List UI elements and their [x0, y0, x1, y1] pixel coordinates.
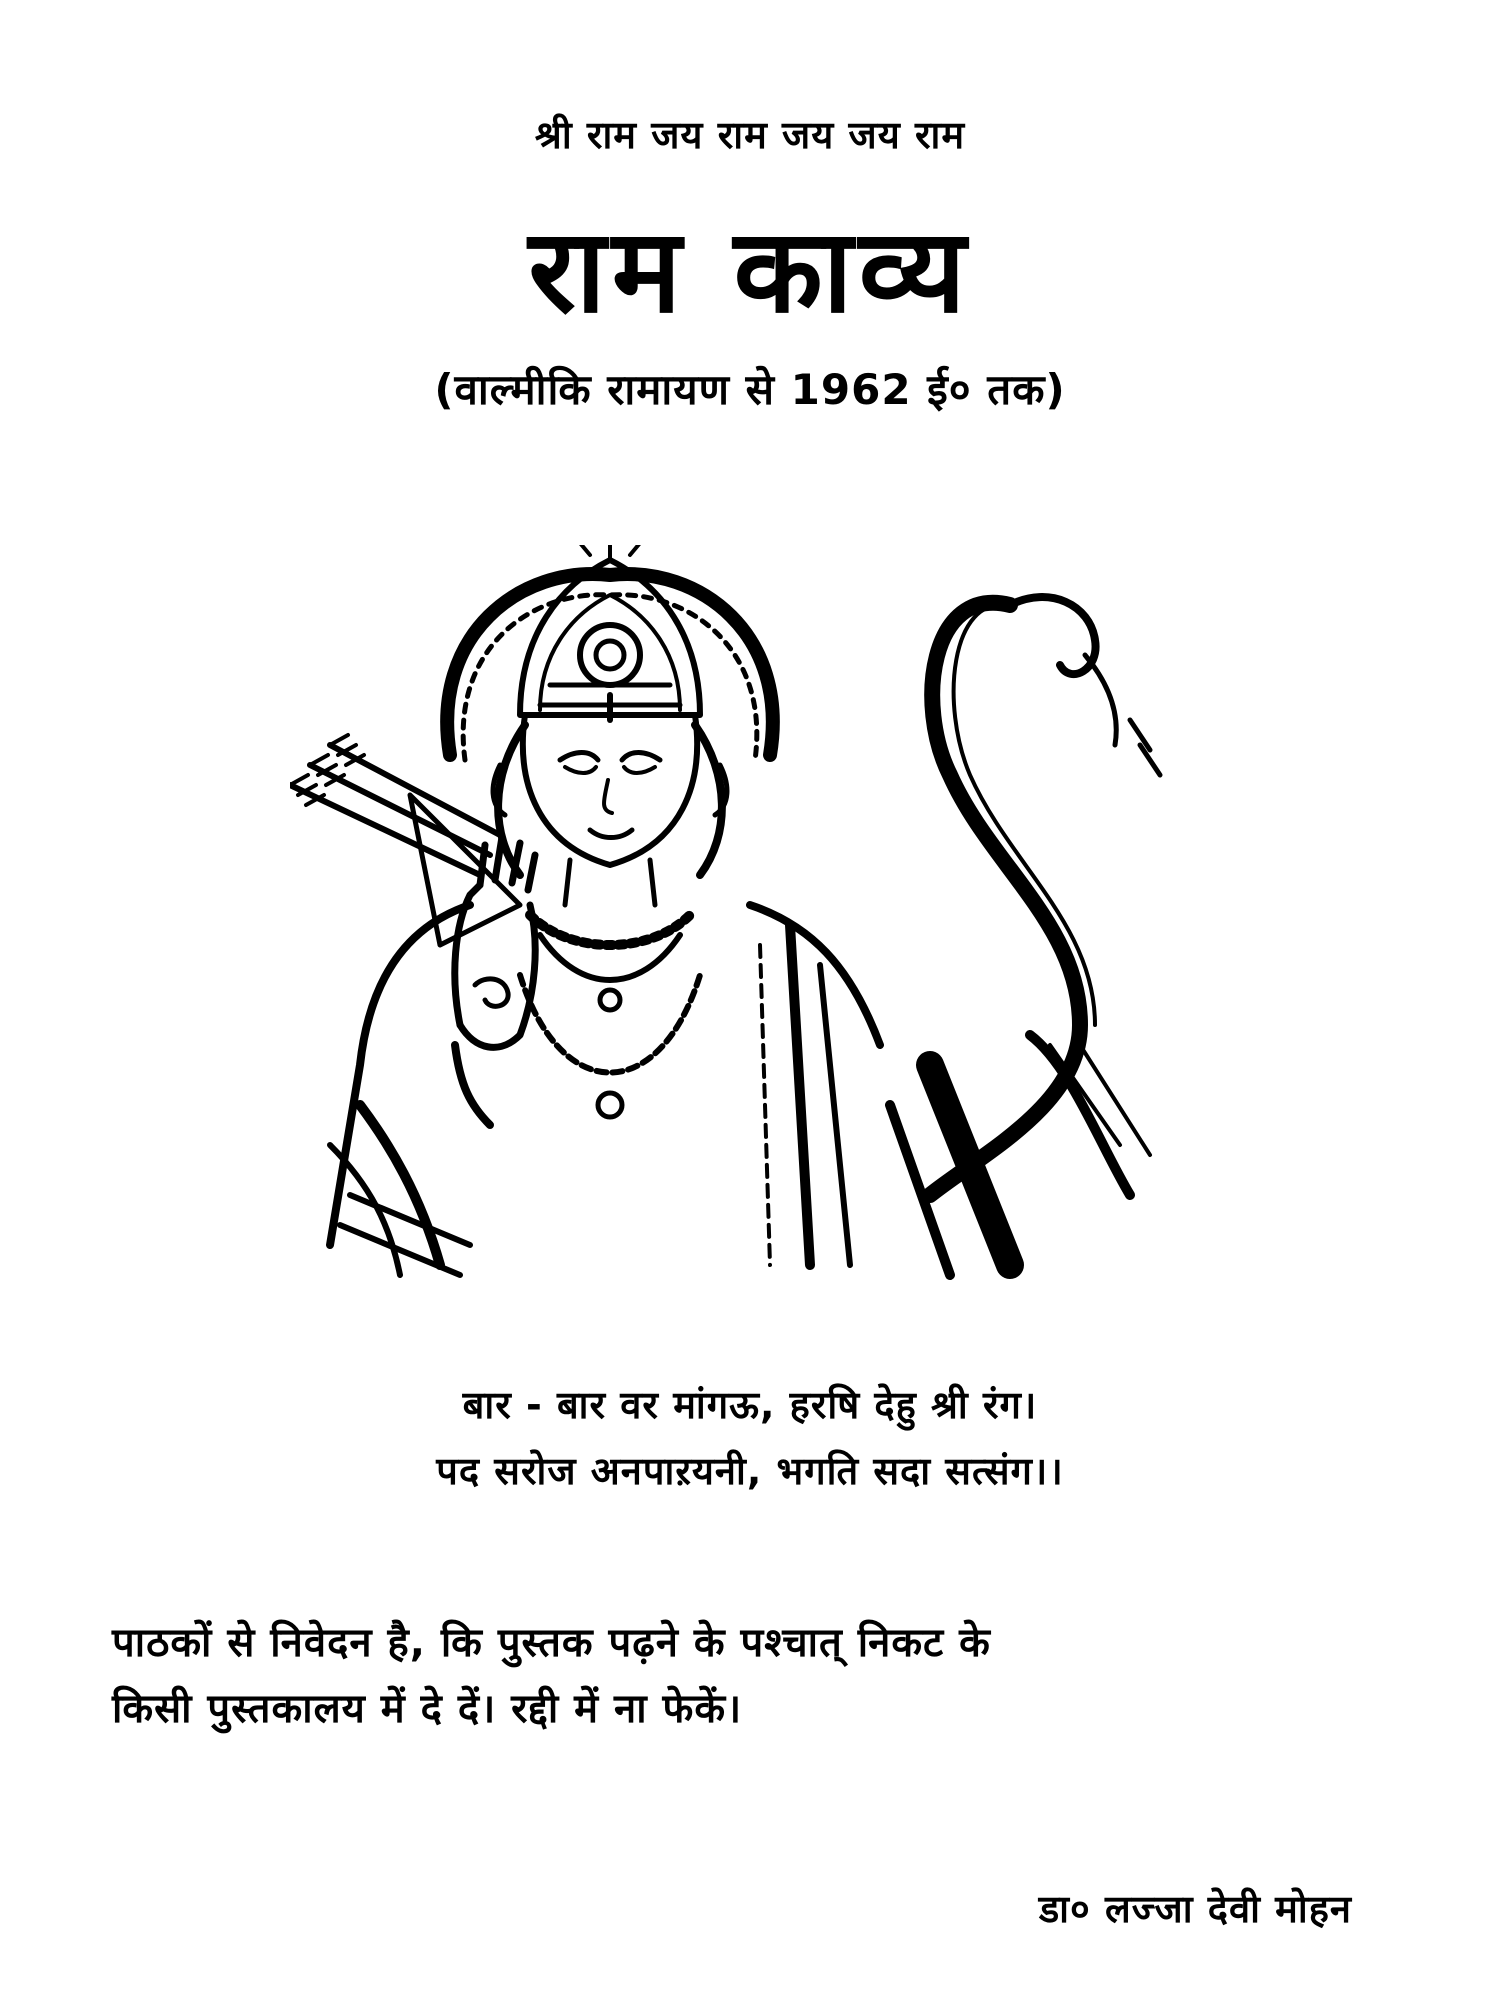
- reader-notice: [112, 1610, 1362, 1742]
- author-name: डा० लज्जा देवी मोहन: [1038, 1887, 1352, 1931]
- book-title: राम काव्य: [528, 204, 972, 339]
- rama-illustration-icon: [290, 545, 1190, 1285]
- book-subtitle: (वाल्मीकि रामायण से 1962 ई० तक): [434, 365, 1066, 414]
- verse-line-2: पद सरोज अनपाऱयनी, भगति सदा सत्संग।।: [436, 1449, 1064, 1493]
- invocation-line: श्री राम जय राम जय जय राम: [534, 113, 966, 157]
- reader-notice-line-2: किसी पुस्तकालय में दे दें। रद्दी में ना फेकें।: [112, 1686, 743, 1732]
- verse-line-1: बार - बार वर मांगऊ, हरषि देहु श्री रंग।: [462, 1383, 1038, 1427]
- reader-notice-line-1: पाठकों से निवेदन है, कि पुस्तक पढ़ने के पश्चात् निकट के: [112, 1620, 991, 1666]
